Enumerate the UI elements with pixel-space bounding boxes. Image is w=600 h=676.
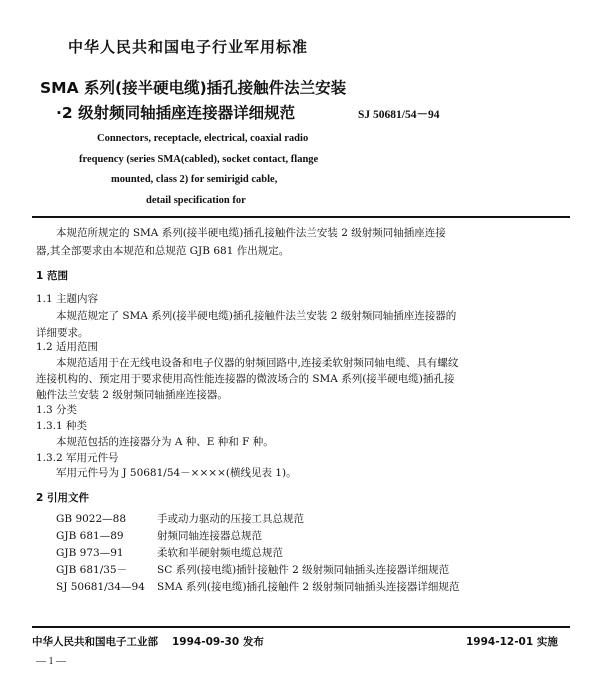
issuer: 中华人民共和国电子工业部 — [32, 636, 158, 648]
english-title-line-3: mounted, class 2) for semirigid cable, — [111, 174, 278, 185]
ref-code: GJB 973—91 — [56, 547, 124, 559]
ref-title: SC 系列(接电缆)插针接触件 2 级射频同轴插头连接器详细规范 — [157, 564, 450, 576]
section-1-1-heading: 1.1 主题内容 — [36, 293, 99, 305]
section-2-heading: 2 引用文件 — [36, 492, 89, 504]
section-1-2-line-2: 连接机构的、预定用于要求使用高性能连接器的微波场合的 SMA 系列(接半硬电缆)插孔接 — [36, 373, 455, 385]
ref-title: SMA 系列(接电缆)插孔接触件 2 级射频同轴插头连接器详细规范 — [157, 581, 460, 593]
section-1-1-line-1: 本规范规定了 SMA 系列(接半硬电缆)插孔接触件法兰安装 2 级射频同轴插座连接器的 — [56, 310, 457, 322]
standard-number: SJ 50681/54－94 — [358, 109, 440, 121]
ref-title: 手或动力驱动的压接工具总规范 — [157, 513, 304, 525]
section-1-2-line-3: 触件法兰安装 2 级射频同轴插座连接器。 — [36, 389, 228, 401]
english-title-line-4: detail specification for — [146, 195, 246, 206]
industry-header: 中华人民共和国电子行业军用标准 — [68, 38, 309, 56]
english-title-line-2: frequency (series SMA(cabled), socket contact, flange — [79, 154, 319, 165]
section-1-3-1-heading: 1.3.1 种类 — [36, 420, 88, 432]
ref-title: 柔软和半硬射频电缆总规范 — [157, 547, 283, 559]
section-1-3-heading: 1.3 分类 — [36, 404, 78, 416]
section-1-3-2-text: 军用元件号为 J 50681/54－××××(横线见表 1)。 — [56, 467, 297, 479]
intro-line-1: 本规范所规定的 SMA 系列(接半硬电缆)插孔接触件法兰安装 2 级射频同轴插座连接 — [56, 227, 446, 239]
ref-code: GB 9022—88 — [56, 513, 127, 525]
title-line-1: SMA 系列(接半硬电缆)插孔接触件法兰安装 — [40, 79, 347, 97]
intro-line-2: 器,其全部要求由本规范和总规范 GJB 681 作出规定。 — [36, 245, 290, 257]
header-rule — [32, 216, 570, 218]
page-number: — 1 — — [36, 656, 66, 667]
title-line-2: ·2 级射频同轴插座连接器详细规范 — [56, 104, 296, 122]
ref-code: SJ 50681/34—94 — [56, 581, 145, 593]
english-title-line-1: Connectors, receptacle, electrical, coaxial radio — [97, 133, 309, 144]
ref-code: GJB 681/35－ — [56, 564, 128, 576]
ref-title: 射频同轴连接器总规范 — [157, 530, 262, 542]
section-1-3-1-text: 本规范包括的连接器分为 A 种、E 种和 F 种。 — [56, 436, 274, 448]
effective-date: 1994-12-01 实施 — [466, 636, 558, 648]
section-1-2-line-1: 本规范适用于在无线电设备和电子仪器的射频回路中,连接柔软射频同轴电缆、具有螺纹 — [56, 357, 459, 369]
ref-code: GJB 681—89 — [56, 530, 124, 542]
section-1-1-line-2: 详细要求。 — [36, 327, 89, 339]
issue-date: 1994-09-30 发布 — [172, 636, 264, 648]
section-1-3-2-heading: 1.3.2 军用元件号 — [36, 452, 119, 464]
section-1-heading: 1 范围 — [36, 270, 68, 282]
footer-rule — [32, 626, 570, 628]
section-1-2-heading: 1.2 适用范围 — [36, 341, 99, 353]
